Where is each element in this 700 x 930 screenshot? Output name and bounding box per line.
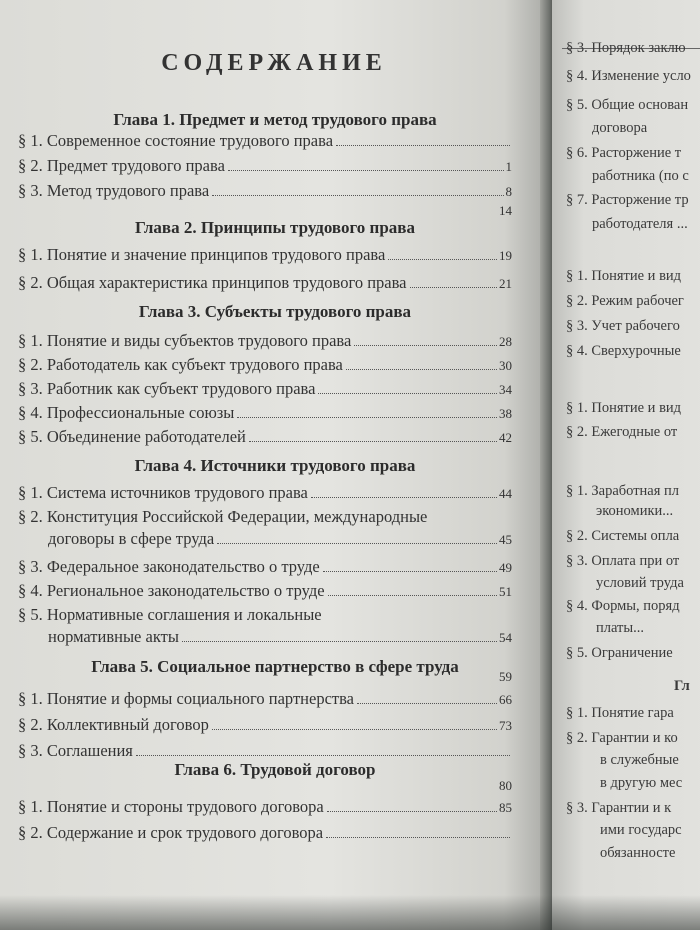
toc-entry: договора [592,120,648,136]
chapter-heading: Глава 6. Трудовой договор [174,760,376,779]
toc-entry: § 1. Понятие и вид [566,268,682,284]
toc-entry: § 3. Метод трудового права 8 [18,181,512,200]
toc-entry: ими государс [600,822,682,838]
toc-entry: § 3. Федеральное законодательство о труде 49 [18,557,512,576]
toc-entry: § 1. Понятие и вид [566,400,682,416]
toc-entry: § 4. Профессиональные союзы 38 [18,403,512,422]
toc-entry: § 5. Ограничение [566,645,673,661]
toc-entry: § 4. Формы, поряд [566,598,680,614]
toc-entry: § 3. Порядок заклю [566,40,686,56]
toc-entry: работодателя ... [592,216,688,232]
toc-entry: § 2. Системы опла [566,528,680,544]
toc-entry: § 4. Изменение усло [566,68,691,84]
toc-entry: § 2. Режим рабочег [566,293,684,309]
toc-entry: § 2. Работодатель как субъект трудового права 30 [18,355,512,374]
chapter-heading: Глава 3. Субъекты трудового права [138,302,412,321]
chapter-heading: Глава 2. Принципы трудового права [135,218,415,237]
toc-entry: § 2. Конституция Российской Федерации, международные договоры в сфере труда 45 [18,507,512,548]
toc-entry: § 1. Заработная пл [566,483,680,499]
toc-entry: § 2. Коллективный договор 73 [18,715,512,734]
toc-entry: § 2. Общая характеристика принципов трудового права 21 [18,273,512,292]
page-title: СОДЕРЖАНИЕ [161,50,387,76]
toc-entry: § 2. Содержание и срок трудового договора [18,822,512,844]
toc-entry: § 1. Понятие гара [566,705,674,721]
toc-entry: в другую мес [600,775,683,791]
chapter-heading: Гл [674,678,690,694]
toc-entry: § 2. Предмет трудового права 1 [18,156,512,175]
toc-entry: § 5. Нормативные соглашения и локальные нормативные акты 54 [18,605,512,646]
toc-entry: § 1. Современное состояние трудового права [18,130,512,152]
toc-entry: § 6. Расторжение т [566,145,682,161]
toc-entry: § 4. Сверхурочные [566,343,681,359]
chapter-heading: Глава 5. Социальное партнерство в сфере труда [91,657,459,676]
chapter-heading: Глава 4. Источники трудового права [134,456,416,475]
toc-entry: § 1. Понятие и формы социального партнерства 66 [18,689,512,708]
toc-entry: § 5. Объединение работодателей 42 [18,427,512,446]
toc-entry: условий труда [596,575,684,591]
toc-entry: экономики... [596,503,674,519]
toc-entry: § 1. Понятие и значение принципов трудового права 19 [18,245,512,264]
toc-entry: 59 [499,669,512,684]
toc-entry: § 1. Система источников трудового права 44 [18,483,512,502]
chapter-heading: Глава 1. Предмет и метод трудового права [113,110,437,129]
toc-entry: § 2. Ежегодные от [566,424,678,440]
right-page [552,0,700,930]
toc-entry: § 3. Оплата при от [566,553,680,569]
toc-entry: § 2. Гарантии и ко [566,730,678,746]
toc-entry: § 3. Работник как субъект трудового права 34 [18,379,512,398]
toc-entry: § 4. Региональное законодательство о труде 51 [18,581,512,600]
toc-entry: 14 [499,203,512,218]
toc-entry: работника (по с [592,168,689,184]
toc-entry: в служебные [600,752,679,768]
toc-entry: 80 [499,778,512,793]
toc-entry: § 5. Общие основан [566,97,689,113]
toc-entry: § 3. Учет рабочего [566,318,680,334]
toc-entry: § 1. Понятие и стороны трудового договора 85 [18,797,512,816]
toc-entry: § 3. Соглашения [18,740,512,762]
toc-entry: § 7. Расторжение тр [566,192,689,208]
toc-entry: § 3. Гарантии и к [566,800,672,816]
toc-entry: § 1. Понятие и виды субъектов трудового права 28 [18,331,512,350]
toc-entry: платы... [596,620,645,636]
toc-entry: обязанносте [600,845,676,861]
